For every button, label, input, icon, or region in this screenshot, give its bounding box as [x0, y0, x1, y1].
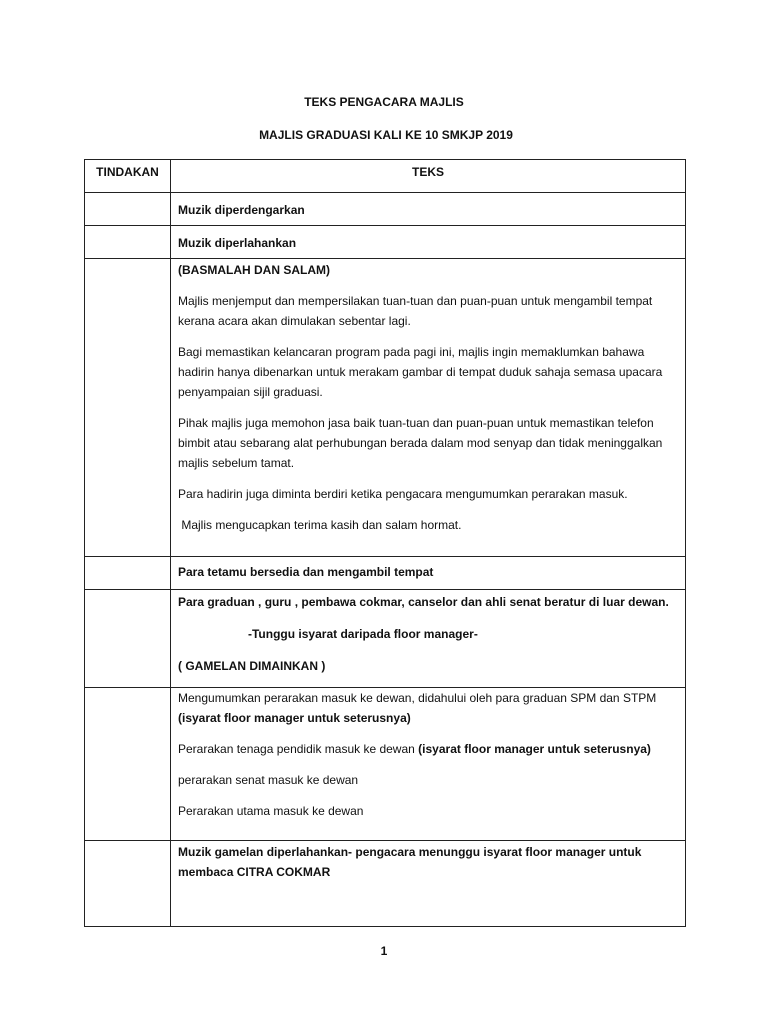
row-text: Para tetamu bersedia dan mengambil tempat [178, 565, 434, 579]
table-row [85, 590, 686, 688]
tindakan-cell [85, 259, 171, 557]
table-row [85, 557, 686, 590]
announcement-text: Mengumumkan perarakan masuk ke dewan, didahului oleh para graduan SPM dan STPM [178, 691, 657, 705]
row-text: Muzik gamelan diperlahankan- pengacara menunggu isyarat floor manager untuk membaca CITRA COKMAR [178, 845, 642, 879]
cue-text: -Tunggu isyarat daripada floor manager- [248, 627, 478, 641]
table-row [85, 688, 686, 841]
header-teks: TEKS [171, 160, 686, 193]
row-text: perarakan senat masuk ke dewan [178, 773, 359, 787]
row-text: Para graduan , guru , pembawa cokmar, canselor dan ahli senat beratur di luar dewan. [178, 595, 669, 609]
table-row [85, 226, 686, 259]
row-text: Muzik diperdengarkan [178, 203, 305, 217]
teks-cell [171, 590, 686, 688]
row-text: Perarakan utama masuk ke dewan [178, 804, 364, 818]
table-row [85, 193, 686, 226]
teks-cell [171, 688, 686, 841]
announcement-text: Perarakan tenaga pendidik masuk ke dewan [178, 742, 415, 756]
row-text: Majlis menjemput dan mempersilakan tuan-tuan dan puan-puan untuk mengambil tempat kerana acara akan dimulakan sebentar lagi. [178, 294, 653, 328]
tindakan-cell [85, 226, 171, 259]
table-row [85, 841, 686, 927]
section-heading: (BASMALAH DAN SALAM) [178, 263, 330, 277]
cue-text: (isyarat floor manager untuk seterusnya) [418, 742, 651, 756]
document-subtitle: MAJLIS GRADUASI KALI KE 10 SMKJP 2019 [259, 128, 513, 142]
table-row [85, 259, 686, 557]
page-number: 1 [380, 944, 388, 958]
cue-text: (isyarat floor manager untuk seterusnya) [178, 711, 411, 725]
tindakan-cell [85, 688, 171, 841]
teks-cell [171, 557, 686, 590]
row-text: Muzik diperlahankan [178, 236, 297, 250]
row-text [178, 688, 678, 728]
row-text: Para hadirin juga diminta berdiri ketika pengacara mengumumkan perarakan masuk. [178, 487, 628, 501]
row-text: Pihak majlis juga memohon jasa baik tuan-tuan dan puan-puan untuk memastikan telefon bimbit atau sebarang alat perhubungan berada dalam mod senyap dan tidak meninggalkan majlis sebelum tamat. [178, 416, 663, 470]
document-title: TEKS PENGACARA MAJLIS [304, 95, 464, 109]
table-header-row [85, 160, 686, 193]
row-text: Majlis mengucapkan terima kasih dan salam hormat. [178, 518, 462, 532]
row-text: ( GAMELAN DIMAINKAN ) [178, 659, 326, 673]
row-text: Bagi memastikan kelancaran program pada pagi ini, majlis ingin memaklumkan bahawa hadirin hanya dibenarkan untuk merakam gambar di tempat duduk sahaja semasa upacara penyampaian sijil graduasi. [178, 345, 663, 399]
teks-cell [171, 259, 686, 557]
tindakan-cell [85, 557, 171, 590]
teks-cell [171, 226, 686, 259]
tindakan-cell [85, 841, 171, 927]
header-tindakan: TINDAKAN [85, 160, 171, 193]
script-table [84, 159, 686, 927]
teks-cell [171, 841, 686, 927]
row-text [178, 739, 678, 759]
teks-cell [171, 193, 686, 226]
tindakan-cell [85, 193, 171, 226]
tindakan-cell [85, 590, 171, 688]
